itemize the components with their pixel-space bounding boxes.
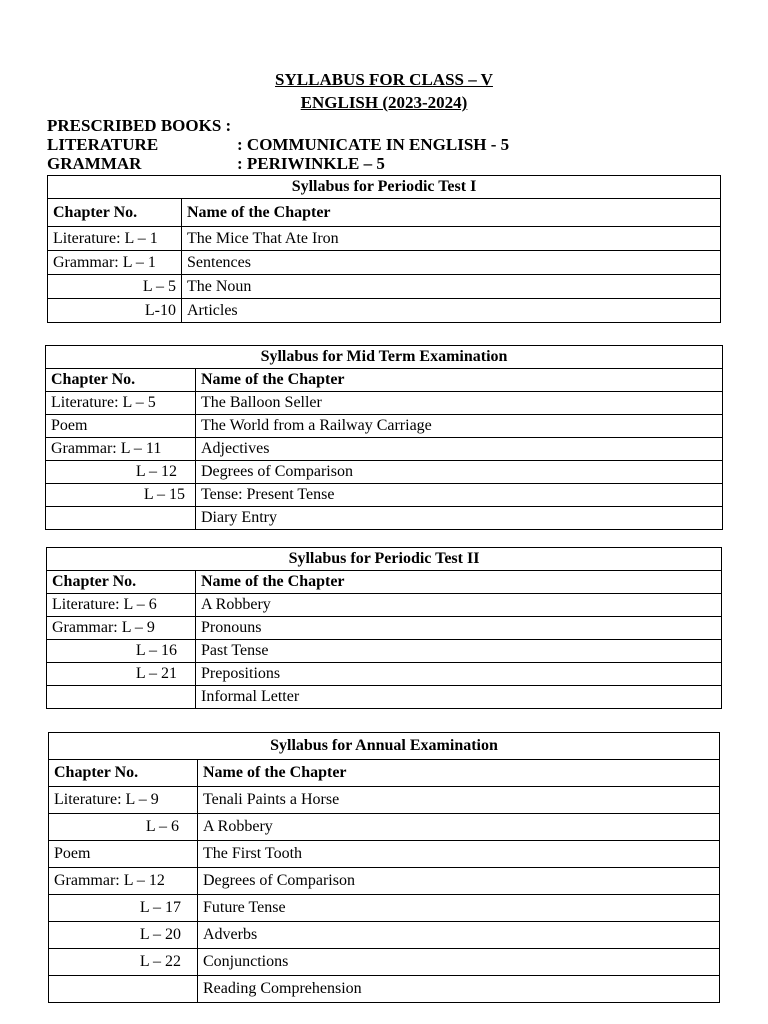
periodic-test-2-table (46, 547, 722, 709)
grammar-book-line (47, 154, 385, 174)
chapter-cell: L – 22 (49, 949, 198, 976)
chapter-cell: L – 17 (49, 895, 198, 922)
chapter-cell (46, 507, 196, 530)
chapter-name-cell: The First Tooth (198, 841, 720, 868)
chapter-cell: Grammar: L – 12 (49, 868, 198, 895)
mid-term-table (45, 345, 723, 530)
document-subtitle: ENGLISH (2023-2024) (300, 93, 468, 112)
chapter-name-cell: Tenali Paints a Horse (198, 787, 720, 814)
table-row (46, 392, 723, 415)
chapter-name-cell: Diary Entry (196, 507, 723, 530)
chapter-cell: L – 21 (47, 663, 196, 686)
table-caption: Syllabus for Mid Term Examination (46, 346, 723, 369)
column-header-name: Name of the Chapter (182, 199, 721, 227)
chapter-name-cell: Degrees of Comparison (196, 461, 723, 484)
chapter-cell (49, 976, 198, 1003)
chapter-name-cell: The Balloon Seller (196, 392, 723, 415)
table-row (46, 461, 723, 484)
table-row (47, 686, 722, 709)
literature-book-line (47, 135, 510, 155)
column-header-chapter: Chapter No. (47, 571, 196, 594)
chapter-cell: Poem (49, 841, 198, 868)
chapter-name-cell: Sentences (182, 251, 721, 275)
table-row (48, 227, 721, 251)
table-row (48, 275, 721, 299)
chapter-cell: L – 6 (49, 814, 198, 841)
table-row (46, 438, 723, 461)
table-row (46, 507, 723, 530)
table-row (47, 594, 722, 617)
chapter-name-cell: Future Tense (198, 895, 720, 922)
chapter-name-cell: A Robbery (196, 594, 722, 617)
table-row (47, 640, 722, 663)
chapter-cell: Literature: L – 9 (49, 787, 198, 814)
grammar-label: GRAMMAR (47, 154, 142, 173)
table-row (47, 617, 722, 640)
table-row (49, 895, 720, 922)
chapter-name-cell: Adjectives (196, 438, 723, 461)
chapter-name-cell: The Mice That Ate Iron (182, 227, 721, 251)
chapter-cell: Grammar: L – 1 (48, 251, 182, 275)
table-row (47, 663, 722, 686)
column-header-chapter: Chapter No. (49, 760, 198, 787)
column-header-name: Name of the Chapter (196, 369, 723, 392)
chapter-cell: Poem (46, 415, 196, 438)
table-caption: Syllabus for Periodic Test I (48, 176, 721, 199)
literature-label: LITERATURE (47, 135, 159, 154)
table-row (48, 299, 721, 323)
column-header-name: Name of the Chapter (196, 571, 722, 594)
document-title: SYLLABUS FOR CLASS – V (275, 70, 493, 89)
table-row (49, 814, 720, 841)
chapter-cell: L-10 (48, 299, 182, 323)
prescribed-books-label: PRESCRIBED BOOKS : (47, 116, 232, 135)
chapter-cell: L – 16 (47, 640, 196, 663)
chapter-cell (47, 686, 196, 709)
chapter-cell: Grammar: L – 9 (47, 617, 196, 640)
chapter-name-cell: A Robbery (198, 814, 720, 841)
chapter-name-cell: Pronouns (196, 617, 722, 640)
chapter-name-cell: Reading Comprehension (198, 976, 720, 1003)
table-row (49, 787, 720, 814)
table-row (49, 976, 720, 1003)
chapter-name-cell: Conjunctions (198, 949, 720, 976)
chapter-name-cell: Degrees of Comparison (198, 868, 720, 895)
table-row (46, 484, 723, 507)
table-row (49, 868, 720, 895)
table-row (49, 949, 720, 976)
chapter-name-cell: The Noun (182, 275, 721, 299)
annual-exam-table (48, 732, 720, 1003)
periodic-test-1-table (47, 175, 721, 323)
chapter-name-cell: Informal Letter (196, 686, 722, 709)
grammar-value: : PERIWINKLE – 5 (237, 154, 385, 173)
chapter-name-cell: Articles (182, 299, 721, 323)
chapter-name-cell: Adverbs (198, 922, 720, 949)
literature-value: : COMMUNICATE IN ENGLISH - 5 (237, 135, 510, 154)
table-row (49, 841, 720, 868)
chapter-cell: L – 15 (46, 484, 196, 507)
table-row (49, 922, 720, 949)
chapter-name-cell: Past Tense (196, 640, 722, 663)
chapter-name-cell: Prepositions (196, 663, 722, 686)
chapter-cell: Literature: L – 1 (48, 227, 182, 251)
chapter-cell: L – 20 (49, 922, 198, 949)
table-row (48, 251, 721, 275)
chapter-name-cell: Tense: Present Tense (196, 484, 723, 507)
chapter-cell: Literature: L – 6 (47, 594, 196, 617)
table-caption: Syllabus for Annual Examination (49, 733, 720, 760)
chapter-name-cell: The World from a Railway Carriage (196, 415, 723, 438)
table-caption: Syllabus for Periodic Test II (47, 548, 722, 571)
column-header-chapter: Chapter No. (48, 199, 182, 227)
chapter-cell: Literature: L – 5 (46, 392, 196, 415)
table-row (46, 415, 723, 438)
chapter-cell: Grammar: L – 11 (46, 438, 196, 461)
column-header-chapter: Chapter No. (46, 369, 196, 392)
chapter-cell: L – 5 (48, 275, 182, 299)
chapter-cell: L – 12 (46, 461, 196, 484)
column-header-name: Name of the Chapter (198, 760, 720, 787)
